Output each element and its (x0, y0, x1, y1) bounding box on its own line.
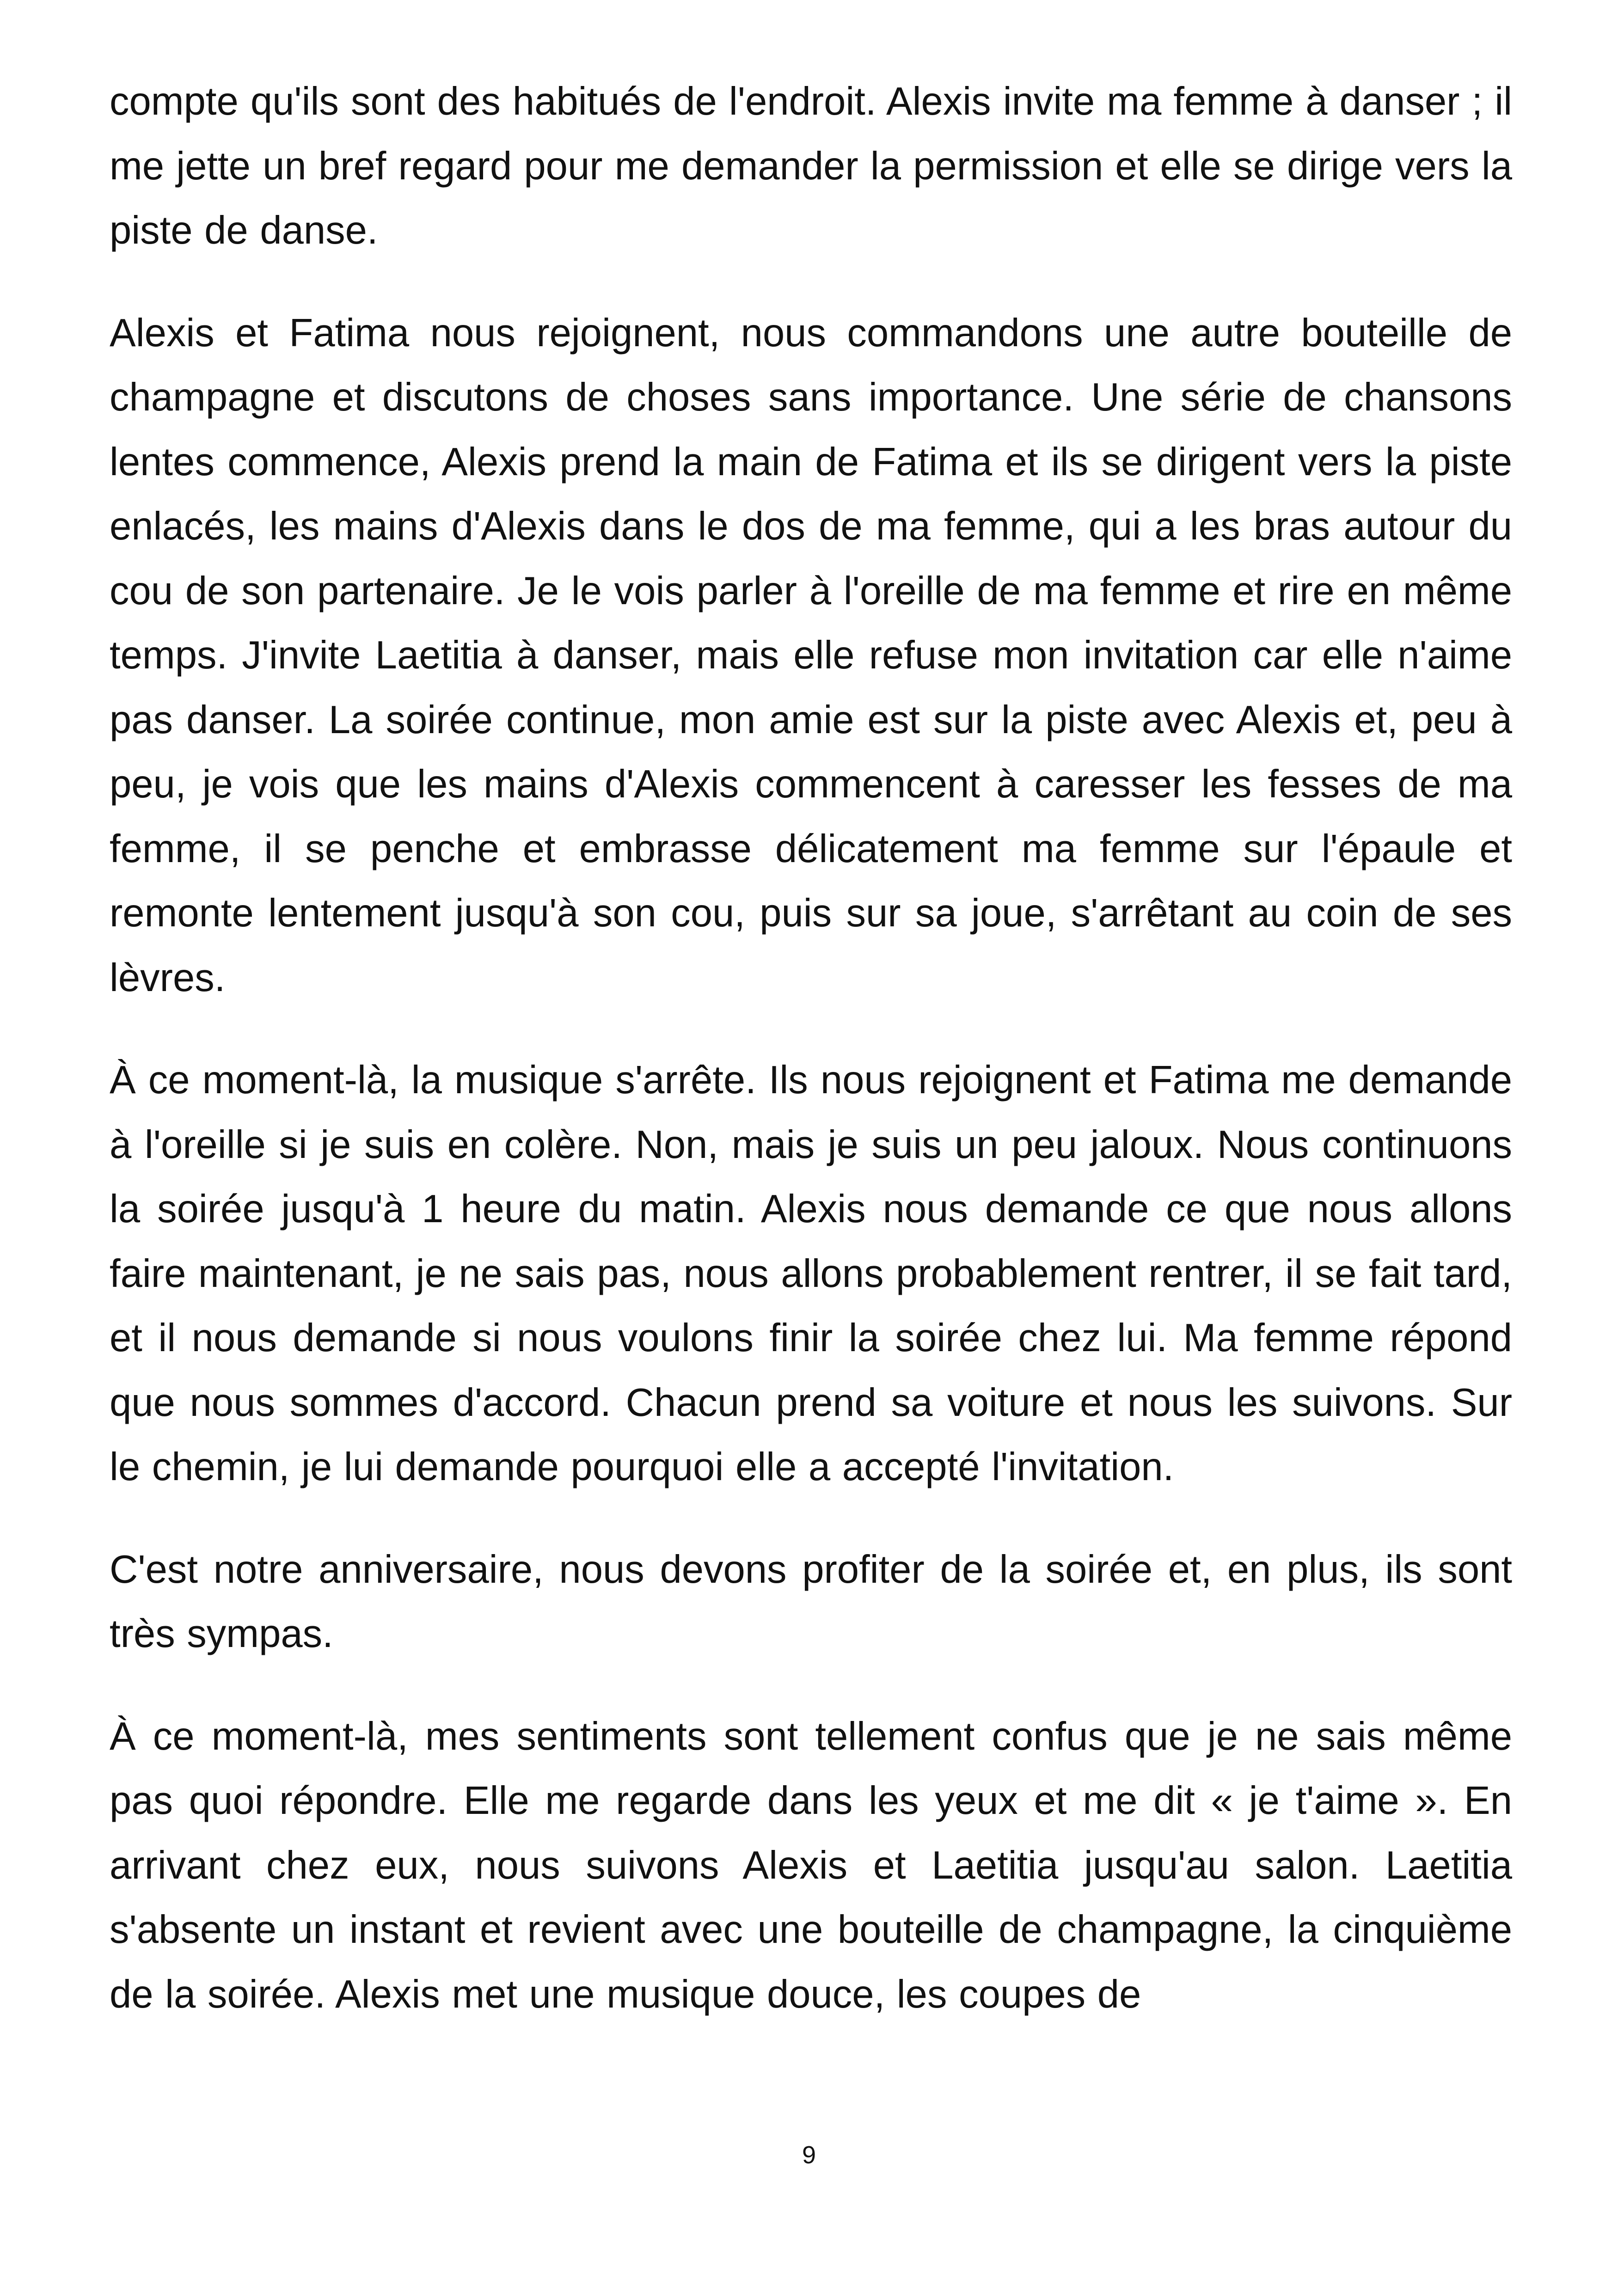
paragraph: À ce moment-là, la musique s'arrête. Ils nous rejoignent et Fatima me demande à l'oreille si je suis en colère. Non, mais je suis un peu jaloux. Nous continuons la soirée jusqu'à 1 heure du matin. Alexis nous demande ce que nous allons faire maintenant, je ne sais pas, nous allons probablement rentrer, il se fait tard, et il nous demande si nous voulons finir la soirée chez lui. Ma femme répond que nous sommes d'accord. Chacun prend sa voiture et nous les suivons. Sur le chemin, je lui demande pourquoi elle a accepté l'invitation. (110, 1058, 1512, 1489)
page-number: 9 (802, 2141, 816, 2169)
paragraph: C'est notre anniversaire, nous devons profiter de la soirée et, en plus, ils sont très sympas. (110, 1547, 1512, 1656)
body-text (110, 69, 1512, 2064)
paragraph: compte qu'ils sont des habitués de l'endroit. Alexis invite ma femme à danser ; il me jette un bref regard pour me demander la permission et elle se dirige vers la piste de danse. (110, 80, 1512, 252)
paragraph: Alexis et Fatima nous rejoignent, nous commandons une autre bouteille de champagne et discutons de choses sans importance. Une série de chansons lentes commence, Alexis prend la main de Fatima et ils se dirigent vers la piste enlacés, les mains d'Alexis dans le dos de ma femme, qui a les bras autour du cou de son partenaire. Je le vois parler à l'oreille de ma femme et rire en même temps. J'invite Laetitia à danser, mais elle refuse mon invitation car elle n'aime pas danser. La soirée continue, mon amie est sur la piste avec Alexis et, peu à peu, je vois que les mains d'Alexis commencent à caresser les fesses de ma femme, il se penche et embrasse délicatement ma femme sur l'épaule et remonte lentement jusqu'à son cou, puis sur sa joue, s'arrêtant au coin de ses lèvres. (110, 311, 1512, 1000)
paragraph: À ce moment-là, mes sentiments sont tellement confus que je ne sais même pas quoi répondre. Elle me regarde dans les yeux et me dit « je t'aime ». En arrivant chez eux, nous suivons Alexis et Laetitia jusqu'au salon. Laetitia s'absente un instant et revient avec une bouteille de champagne, la cinquième de la soirée. Alexis met une musique douce, les coupes de (110, 1714, 1512, 2016)
